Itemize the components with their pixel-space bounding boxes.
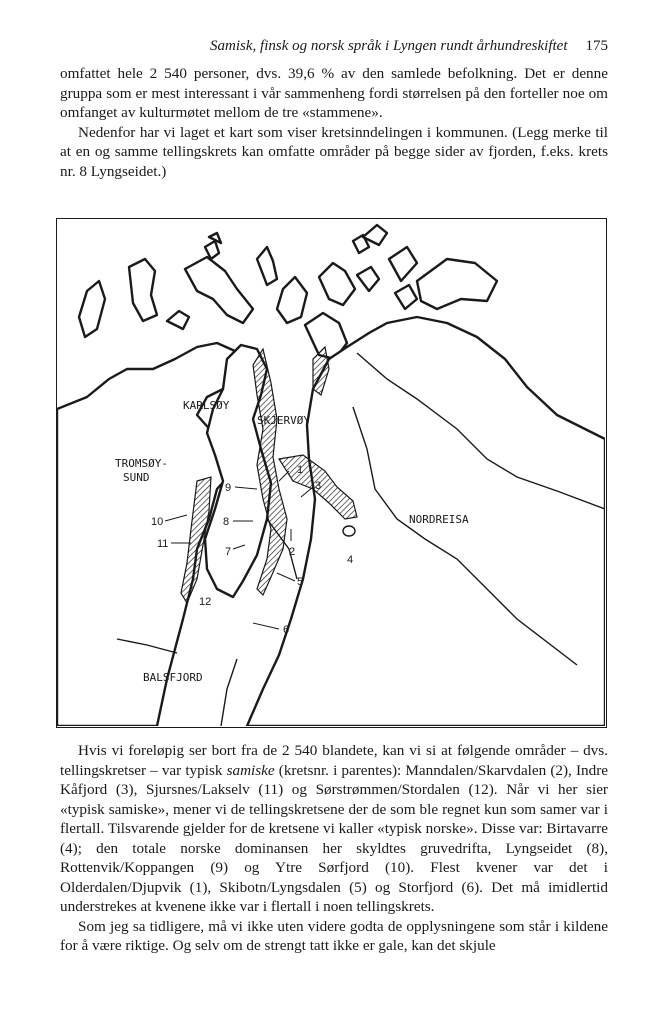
district-6: 6 bbox=[283, 624, 290, 636]
leader-line bbox=[253, 623, 279, 629]
district-3: 3 bbox=[315, 480, 322, 492]
label-nordreisa: NORDREISA bbox=[409, 513, 469, 526]
district-12: 12 bbox=[199, 596, 212, 608]
district-4: 4 bbox=[347, 554, 354, 566]
island-shape bbox=[185, 257, 253, 323]
top-text-block bbox=[60, 64, 608, 181]
district-9: 9 bbox=[225, 482, 232, 494]
district-map-svg bbox=[57, 219, 605, 726]
paragraph-continuation: omfattet hele 2 540 personer, dvs. 39,6 % av den samlede befolkning. Det er denne gruppa som er mest interessant i vår sammenheng fordi størrelsen på den forteller noe om omfanget av kulturmøtet mellom de tre «stammene». bbox=[60, 65, 608, 121]
paragraph-districts-part-b: (kretsnr. i parentes): Manndalen/Skarvdalen (2), Indre Kåfjord (3), Sjursnes/Lakselv (11) og Sørstrømmen/Stordalen (12). Når vi her sier «typisk samiske», mener vi de tellingskretsene der de som ble regnet kun som samer var i flertall. Tilsvarende gjelder for de kretsene vi kaller «typisk norske». Disse var: Birtavarre (4); den totale norske dominansen her skyldtes gruvedrifta, Lyngseidet (8), Rottenvik/Koppangen (9) og Ytre Sørfjord (10). Flest kvener var det i Olderdalen/Djupvik (1), Skibotn/Lyngsdalen (5) og Storfjord (6). Det må imidlertid understrekes at kvenene ikke var i flertall i noen tellingskrets. bbox=[60, 761, 608, 915]
label-tromsoysund-line1: TROMSØY- bbox=[115, 457, 168, 470]
island-shape bbox=[417, 259, 497, 309]
district-10: 10 bbox=[151, 516, 164, 528]
island-shape bbox=[277, 277, 307, 323]
paragraph-districts bbox=[60, 741, 608, 917]
running-head bbox=[60, 38, 608, 55]
bottom-text-block bbox=[60, 741, 608, 956]
district-2: 2 bbox=[289, 546, 296, 558]
district-map bbox=[56, 218, 607, 728]
island-shape bbox=[319, 263, 355, 305]
island-shape bbox=[167, 311, 189, 329]
island-shape bbox=[257, 247, 277, 285]
paragraph-districts-part-a: Hvis vi foreløpig ser bort fra de 2 540 blandete, kan vi si at følgende områder – dvs. tellingskretser – var typisk bbox=[60, 742, 608, 779]
island-shape bbox=[357, 267, 379, 291]
label-skjervoy: SKJERVØY bbox=[257, 414, 310, 427]
district-7: 7 bbox=[225, 546, 232, 558]
label-tromsoysund-line2: SUND bbox=[123, 471, 150, 484]
island-shape bbox=[129, 259, 157, 321]
leader-line bbox=[301, 487, 313, 497]
running-head-title: Samisk, finsk og norsk språk i Lyngen rundt århundreskiftet bbox=[210, 38, 568, 54]
leader-line bbox=[279, 471, 289, 481]
island-shape bbox=[79, 281, 105, 337]
district-5: 5 bbox=[297, 576, 304, 588]
district-11: 11 bbox=[157, 538, 169, 550]
page-number: 175 bbox=[585, 38, 608, 54]
municipal-border bbox=[221, 659, 237, 726]
leader-line bbox=[277, 573, 295, 581]
island-shape bbox=[395, 285, 417, 309]
fjord-strip-lyngen bbox=[253, 349, 287, 595]
paragraph-sources: Som jeg sa tidligere, må vi ikke uten videre godta de opplysningene som står i kildene for å være riktige. Og selv om de strengt tatt ikke er gale, kan det skjule bbox=[60, 917, 608, 954]
district-8: 8 bbox=[223, 516, 230, 528]
paragraph-map-intro: Nedenfor har vi laget et kart som viser kretsinndelingen i kommunen. (Legg merke til at en og samme tellingskrets kan omfatte områder på begge sider av fjorden, f.eks. krets nr. 8 Lyngseidet.) bbox=[60, 123, 608, 180]
island-shape bbox=[389, 247, 417, 281]
emphasis-samiske: samiske bbox=[226, 761, 275, 779]
label-karlsoy: KARLSØY bbox=[183, 399, 230, 412]
label-balsfjord: BALSFJORD bbox=[143, 671, 203, 684]
district-1: 1 bbox=[297, 464, 304, 476]
